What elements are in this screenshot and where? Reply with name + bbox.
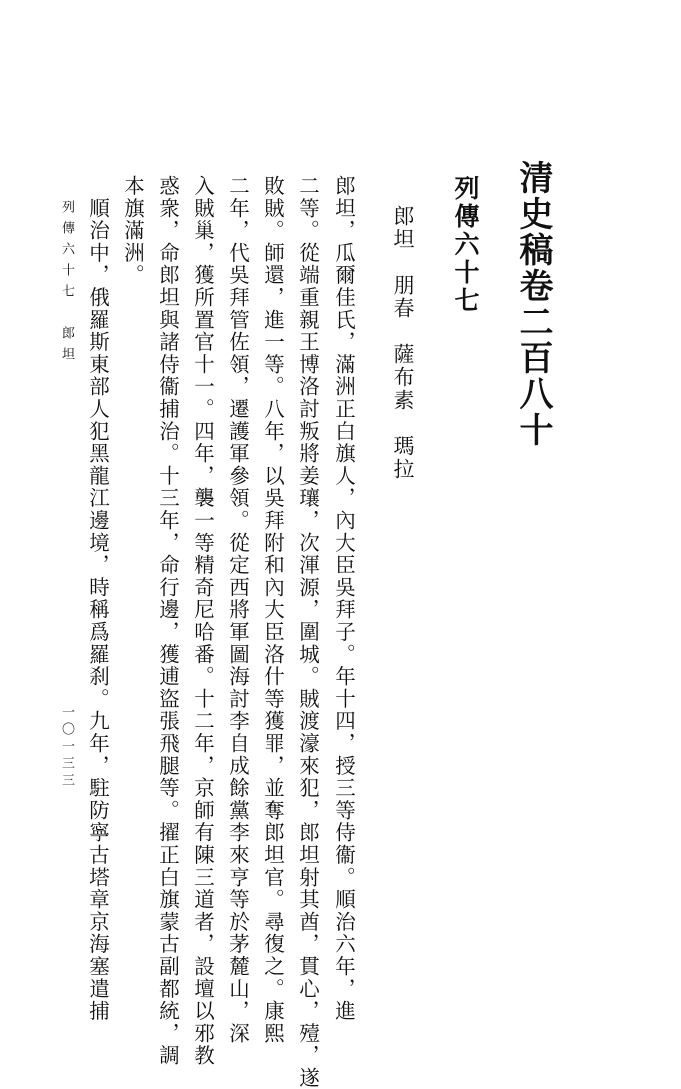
biography-names: 郎坦 朋春 薩布素 瑪拉 <box>391 205 415 481</box>
body-column: 郎坦，瓜爾佳氏，滿洲正白旗人，內大臣吳拜子。年十四，授三等侍衞。順治六年，進 <box>331 175 356 1023</box>
running-footer: 列傳六十七 郎坦 <box>59 200 74 368</box>
volume-title: 清史稿卷二百八十 <box>513 160 553 448</box>
body-column: 敗賊。師還，進一等。八年，以吳拜附和內大臣洛什等獲罪，並奪郎坦官。尋復之。康熙 <box>260 175 285 1045</box>
body-column: 惑衆，命郎坦與諸侍衞捕治。十三年，命行邊，獲逋盜張飛腿等。擢正白旗蒙古副都統，調 <box>155 175 180 1067</box>
body-column: 二等。從端重親王博洛討叛將姜瓖，次渾源，圍城。賊渡濠來犯，郎坦射其酋，貫心，殪，遂 <box>295 175 320 1089</box>
body-column: 本旗滿洲。 <box>120 175 145 287</box>
body-column: 順治中，俄羅斯東部人犯黑龍江邊境，時稱爲羅刹。九年，駐防寧古塔章京海塞遣捕 <box>85 175 110 1023</box>
page-number: 一〇一三三 <box>59 705 74 790</box>
body-column: 入賊巢，獲所置官十一。四年，襲一等精奇尼哈番。十二年，京師有陳三道者，設壇以邪教 <box>190 175 215 1067</box>
section-heading: 列傳六十七 <box>451 175 480 315</box>
body-column: 二年，代吳拜管佐領，遷護軍參領。從定西將軍圖海討李自成餘黨李來亨等於茅麓山，深 <box>225 175 250 1045</box>
